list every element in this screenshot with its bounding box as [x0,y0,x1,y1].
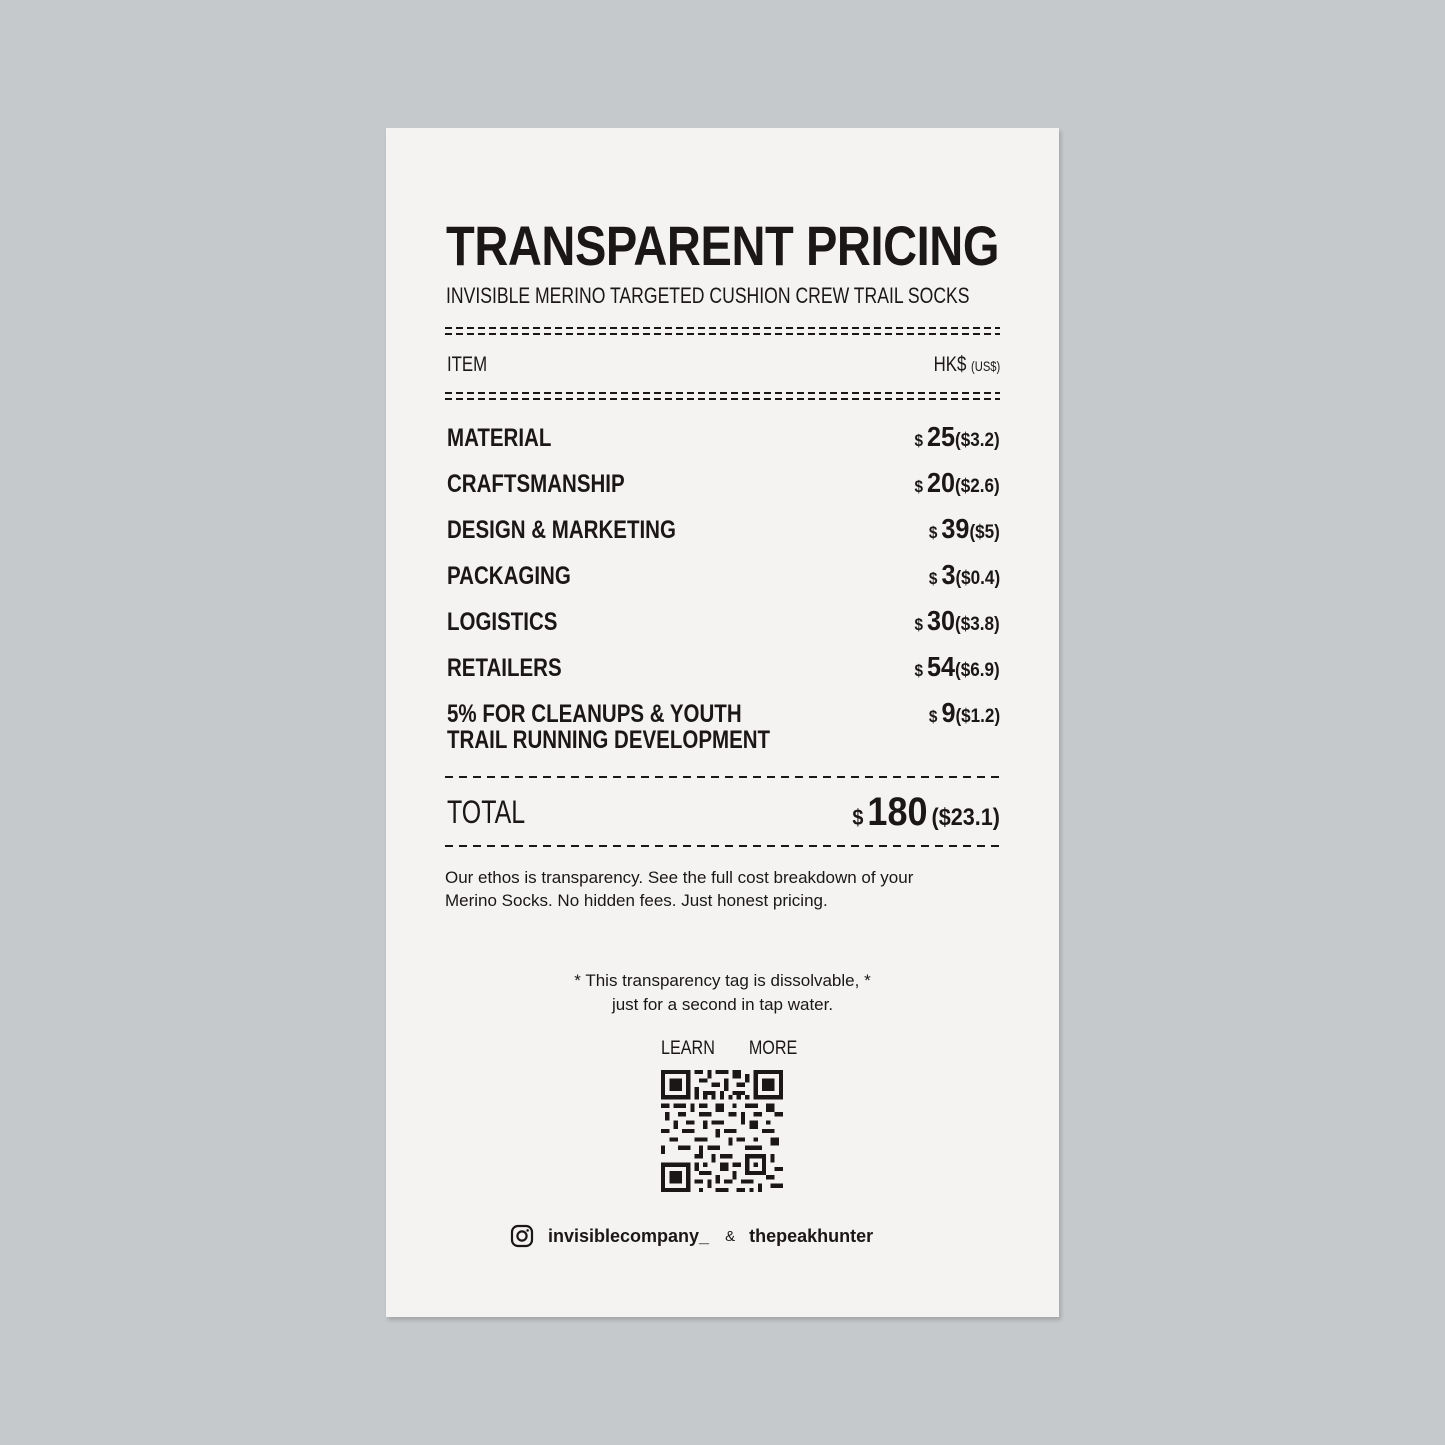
usd-value: ($2.6) [955,476,1000,497]
row-price-craftsmanship [915,467,1000,499]
hkd-value: 20 [927,467,956,498]
hkd-value: 9 [941,697,956,728]
row-label-craftsmanship: CRAFTSMANSHIP [447,470,625,498]
page-title: TRANSPARENT PRICING [446,214,1000,277]
dashed-divider-total-top [445,776,1000,778]
row-label-retailers: RETAILERS [447,654,562,682]
usd-value: ($6.9) [955,660,1000,681]
row-price-design-marketing [929,513,1000,545]
dissolvable-note [386,969,1059,1017]
currency-label: HK$ [933,353,967,376]
row-label-material: MATERIAL [447,424,552,452]
learn-word: LEARN [661,1038,715,1059]
total-price [852,790,1000,835]
note-line-2: just for a second in tap water. [611,995,834,1014]
currency-symbol: $ [852,805,864,830]
row-label-cleanups-line2: TRAIL RUNNING DEVELOPMENT [447,726,771,754]
qr-code[interactable] [661,1070,783,1192]
instagram-handle-invisiblecompany[interactable]: invisiblecompany_ [548,1225,710,1246]
usd-value: ($0.4) [955,568,1000,589]
social-handles [510,1222,873,1250]
currency-symbol: $ [914,661,924,680]
row-price-retailers [915,651,1000,683]
currency-symbol: $ [928,569,938,588]
currency-symbol: $ [928,707,938,726]
learn-more-label [661,1038,797,1060]
column-header-currency [933,352,1000,379]
currency-symbol: $ [914,477,924,496]
currency-symbol: $ [914,615,924,634]
hkd-value: 3 [941,559,956,590]
pricing-tag [386,128,1059,1317]
product-subtitle: INVISIBLE MERINO TARGETED CUSHION CREW TRAIL SOCKS [446,283,970,308]
currency-symbol: $ [914,431,924,450]
usd-value: ($3.2) [955,430,1000,451]
more-word: MORE [748,1038,798,1059]
double-dashed-divider-top [445,327,1000,335]
double-dashed-divider-header [445,392,1000,400]
hkd-value: 54 [927,651,956,682]
usd-value: ($5) [969,522,1000,543]
ampersand: & [725,1227,736,1245]
ethos-line-2: Merino Socks. No hidden fees. Just honest pricing. [445,891,828,910]
row-label-design-marketing: DESIGN & MARKETING [447,516,676,544]
instagram-handle-thepeakhunter[interactable]: thepeakhunter [749,1225,874,1246]
total-usd-value: ($23.1) [931,804,1000,831]
row-price-logistics [915,605,1000,637]
column-header-item: ITEM [447,353,488,376]
total-label: TOTAL [447,794,526,830]
hkd-value: 39 [941,513,970,544]
usd-value: ($3.8) [955,614,1000,635]
instagram-icon[interactable] [510,1224,534,1248]
row-label-cleanups-line1: 5% FOR CLEANUPS & YOUTH [447,700,742,728]
currency-symbol: $ [929,523,938,542]
ethos-statement [445,866,1005,912]
note-line-1: * This transparency tag is dissolvable, * [574,971,871,990]
hkd-value: 25 [927,421,956,452]
currency-alt-label: (US$) [970,358,1000,374]
ethos-line-1: Our ethos is transparency. See the full cost breakdown of your [445,868,914,887]
row-label-packaging: PACKAGING [447,562,571,590]
dashed-divider-total-bottom [445,845,1000,847]
row-price-cleanups [929,697,1000,729]
hkd-value: 30 [927,605,956,636]
row-label-logistics: LOGISTICS [447,608,558,636]
row-price-material [915,421,1000,453]
row-price-packaging [929,559,1000,591]
total-hkd-value: 180 [867,790,928,834]
usd-value: ($1.2) [955,706,1000,727]
